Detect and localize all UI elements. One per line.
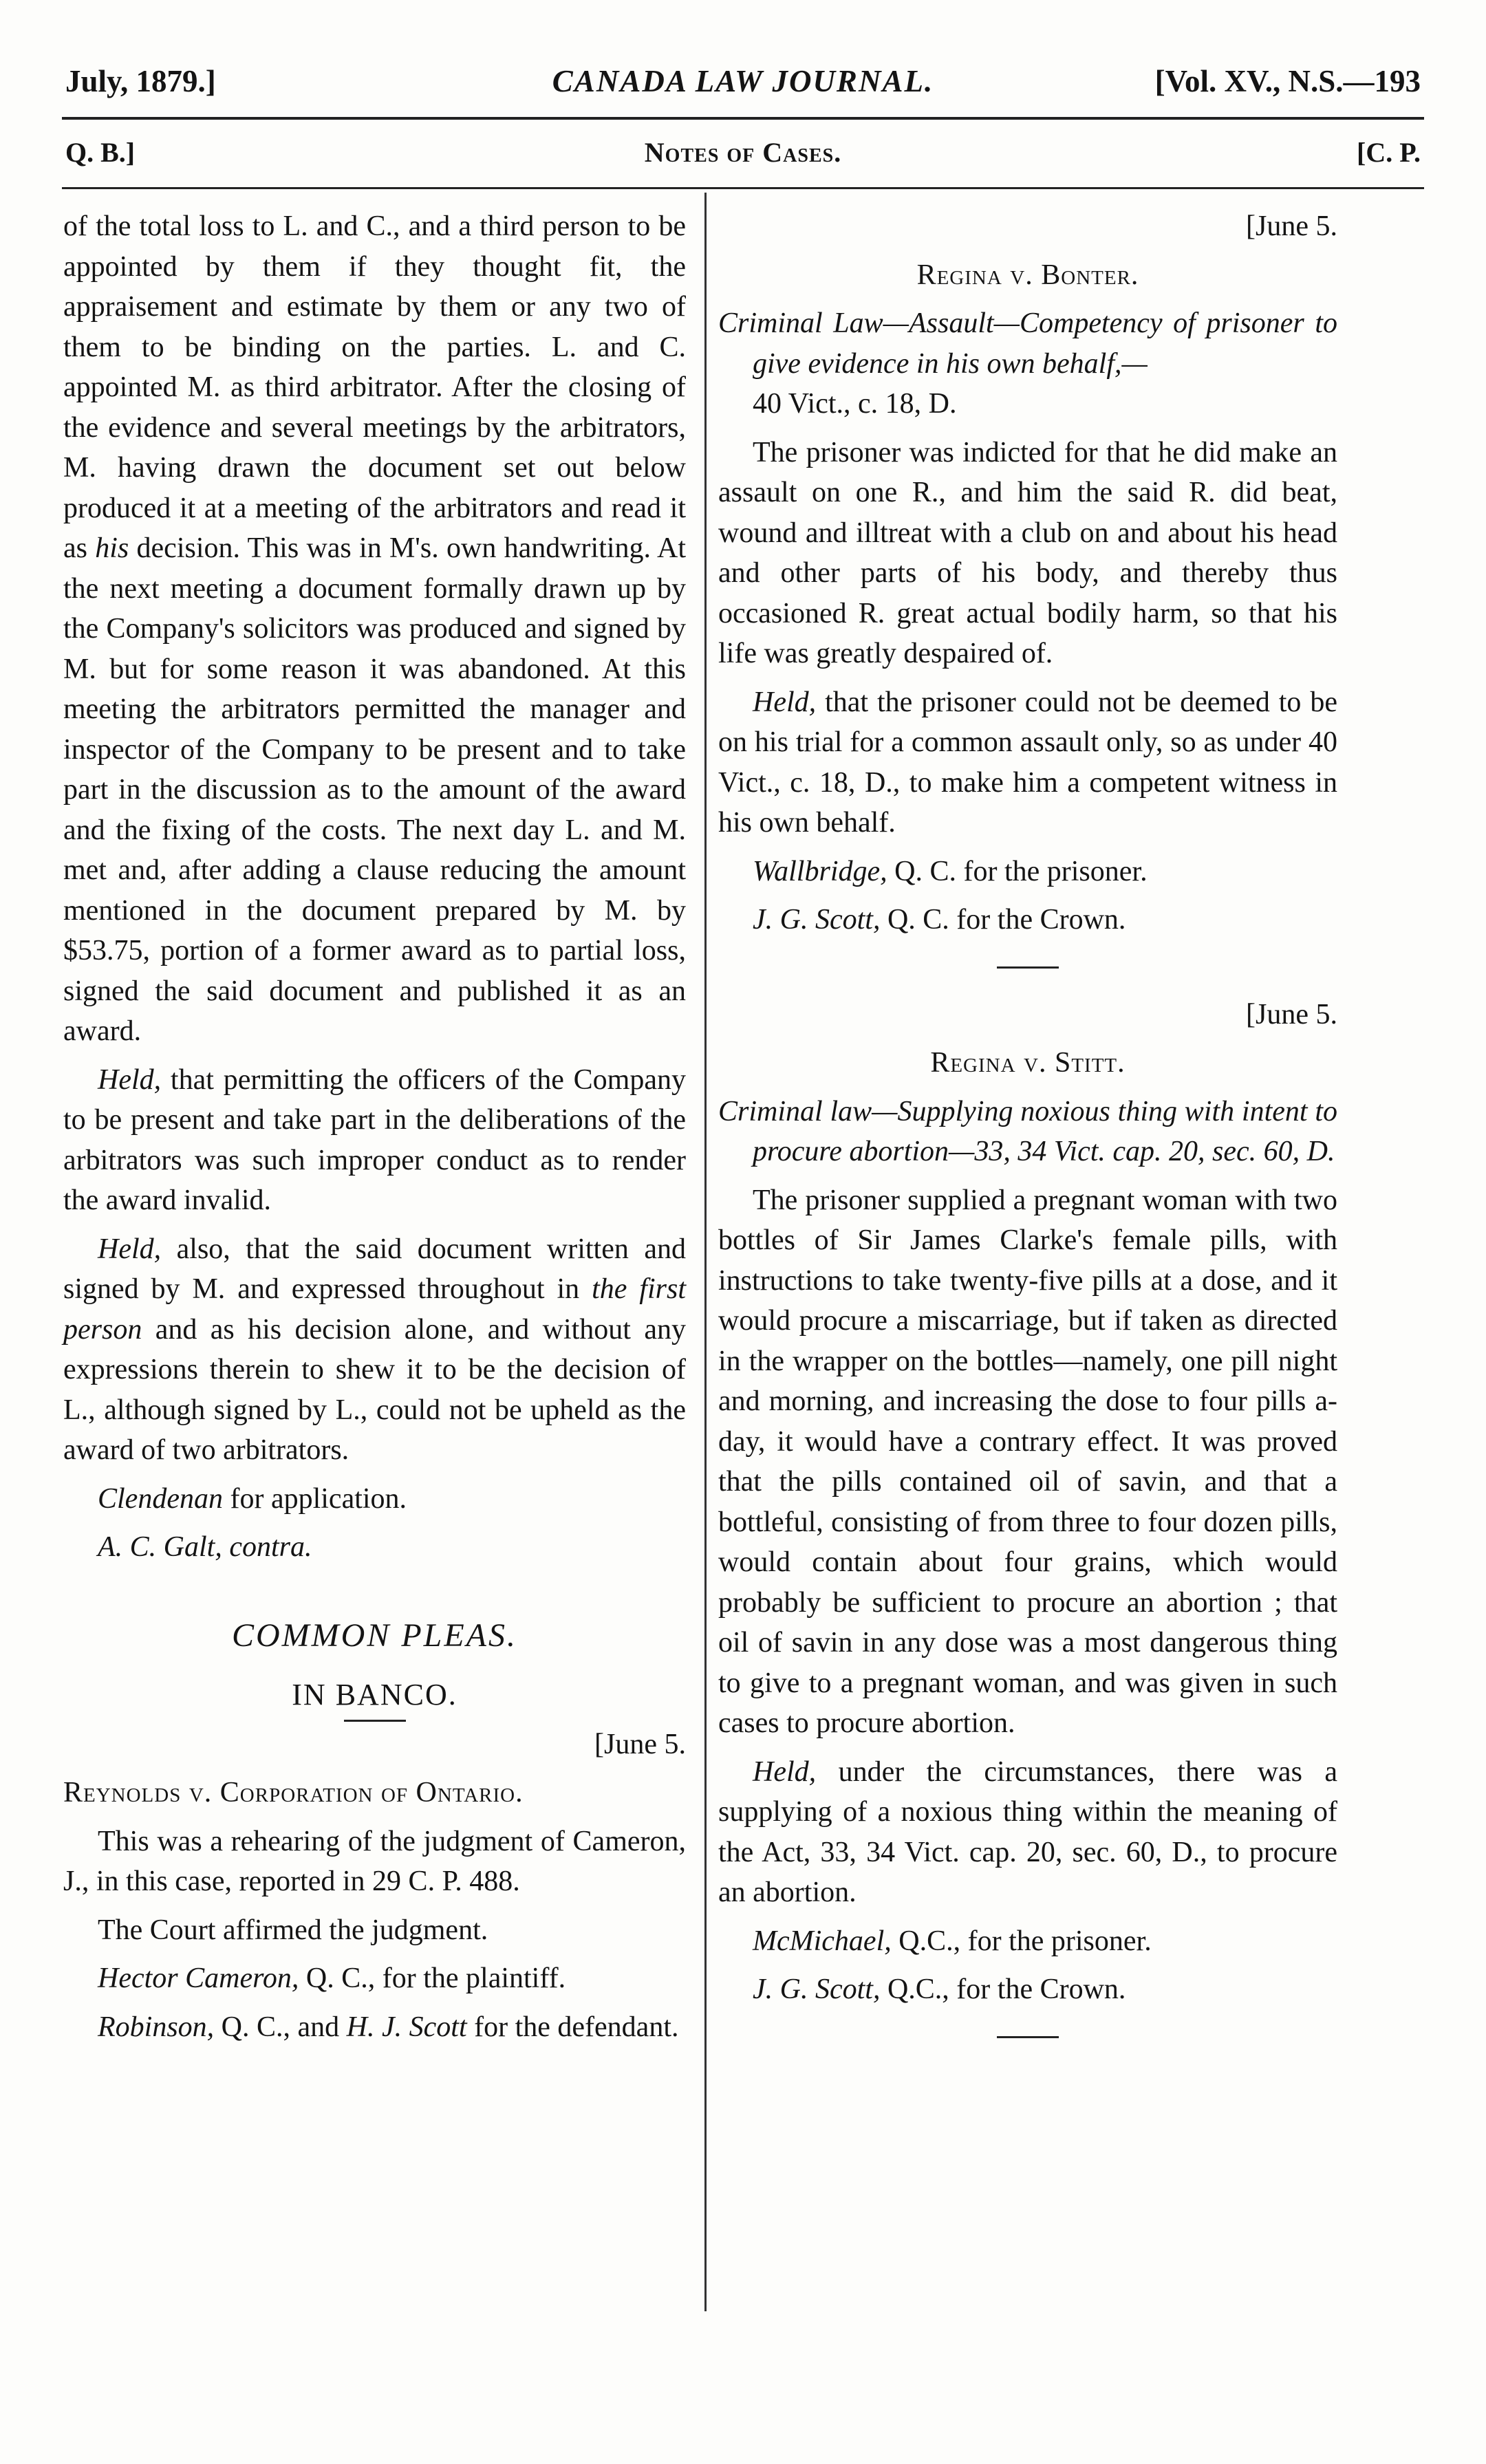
running-head xyxy=(65,63,1421,111)
case-body-paragraph: The Court affirmed the judgment. xyxy=(98,1914,488,1946)
case-body-paragraph: This was a rehearing of the judgment of Cameron, J., in this case, reported in 29 C. P. 488. xyxy=(63,1825,686,1897)
case-title: Reynolds v. Corporation of Ontario. xyxy=(63,1777,524,1808)
case-headnote: Criminal Law—Assault—Competency of prisoner to give evidence in his own behalf,— 40 Vict., c. 18, D. xyxy=(718,307,1337,420)
subheader-rule xyxy=(62,187,1424,189)
section-head xyxy=(65,136,1421,177)
case-title: Regina v. Stitt. xyxy=(930,1047,1126,1079)
counsel-line: Clendenan for application. xyxy=(98,1482,407,1515)
case-body-paragraph: The prisoner was indicted for that he did make an assault on one R., and him the said R. did beat, wound and illtreat with a club on and about his head and other parts of his body, and thereby thus occasioned R. great actual bodily harm, so that his life was greatly despaired of. xyxy=(718,436,1337,669)
counsel-line: A. C. Galt, contra. xyxy=(98,1531,312,1563)
counsel-line: Hector Cameron, Q. C., for the plaintiff. xyxy=(98,1963,566,1994)
court-right: [C. P. xyxy=(1357,137,1421,168)
held-paragraph: Held, also, that the said document written and signed by M. and expressed throughout in the first person and as his decision alone, and without any expressions therein to shew it to be the decision of L., although signed by L., could not be upheld as the award of two arbitrators. xyxy=(63,1233,686,1466)
held-paragraph: Held, under the circumstances, there was a supplying of a noxious thing within the meaning of the Act, 33, 34 Vict. cap. 20, sec. 60, D., to procure an abortion. xyxy=(718,1755,1337,1908)
left-column xyxy=(63,206,686,2055)
case-separator-rule xyxy=(997,966,1059,969)
court-section-title: COMMON PLEAS. xyxy=(232,1617,517,1654)
case-headnote: Criminal law—Supplying noxious thing with intent to procure abortion—33, 34 Vict. cap. 20, sec. 60, D. xyxy=(718,1095,1337,1167)
case-date: [June 5. xyxy=(594,1728,686,1760)
counsel-line: J. G. Scott, Q.C., for the Crown. xyxy=(753,1974,1126,2005)
counsel-line: J. G. Scott, Q. C. for the Crown. xyxy=(753,904,1126,936)
case-title: Regina v. Bonter. xyxy=(916,259,1139,291)
held-paragraph: Held, that the prisoner could not be deemed to be on his trial for a common assault only, so as under 40 Vict., c. 18, D., to make him a competent witness in his own behalf. xyxy=(718,686,1337,839)
case-date: [June 5. xyxy=(1246,210,1337,242)
volume-page: [Vol. XV., N.S.—193 xyxy=(1154,64,1421,98)
column-divider xyxy=(704,193,707,2311)
section-label: Notes of Cases. xyxy=(644,137,842,168)
journal-title: CANADA LAW JOURNAL. xyxy=(552,64,934,98)
case-separator-rule xyxy=(997,2036,1059,2038)
case-body-paragraph: of the total loss to L. and C., and a third person to be appointed by them if they thought fit, the appraisement and estimate by them or any two of them to be binding on the parties. L. and C. appointed M. as third arbitrator. After the closing of the evidence and several meetings by the arbitrators, M. having drawn the document set out below produced it at a meeting of the arbitrators and read it as his decision. This was in M's. own handwriting. At the next meeting a document formally drawn up by the Company's solicitors was produced and signed by M. but for some reason it was abandoned. At this meeting the arbitrators permitted the manager and inspector of the Company to be present and to take part in the discussion as to the amount of the award and the fixing of the costs. The next day L. and M. met and, after adding a clause reducing the amount mentioned in the document prepared by M. by $53.75, portion of a former award as to partial loss, signed the said document and published it as an award. xyxy=(63,210,686,1047)
section-rule xyxy=(344,1720,406,1722)
held-paragraph: Held, that permitting the officers of the Company to be present and take part in the deliberations of the arbitrators was such improper conduct as to render the award invalid. xyxy=(63,1063,686,1216)
counsel-line: Robinson, Q. C., and H. J. Scott for the defendant. xyxy=(98,2011,679,2043)
court-left: Q. B.] xyxy=(65,137,136,168)
counsel-line: Wallbridge, Q. C. for the prisoner. xyxy=(753,855,1148,887)
right-column xyxy=(718,206,1337,2064)
counsel-line: McMichael, Q.C., for the prisoner. xyxy=(753,1925,1152,1957)
court-section-subtitle: IN BANCO. xyxy=(292,1678,457,1711)
issue-date: July, 1879.] xyxy=(65,64,216,98)
header-rule xyxy=(62,117,1424,120)
case-body-paragraph: The prisoner supplied a pregnant woman with two bottles of Sir James Clarke's female pills, with instructions to take twenty-five pills at a dose, and it would procure a miscarriage, but if taken as directed in the wrapper on the bottles—namely, one pill night and morning, and increasing the dose to four pills a-day, it would have a contrary effect. It was proved that the pills contained oil of savin, and that a bottleful, consisting of from three to four dozen pills, would contain about four grains, which would probably be sufficient to procure an abortion ; that oil of savin in any dose was a most dangerous thing to give to a pregnant woman, and was given in such cases to procure abortion. xyxy=(718,1184,1337,1739)
case-date: [June 5. xyxy=(1246,998,1337,1030)
